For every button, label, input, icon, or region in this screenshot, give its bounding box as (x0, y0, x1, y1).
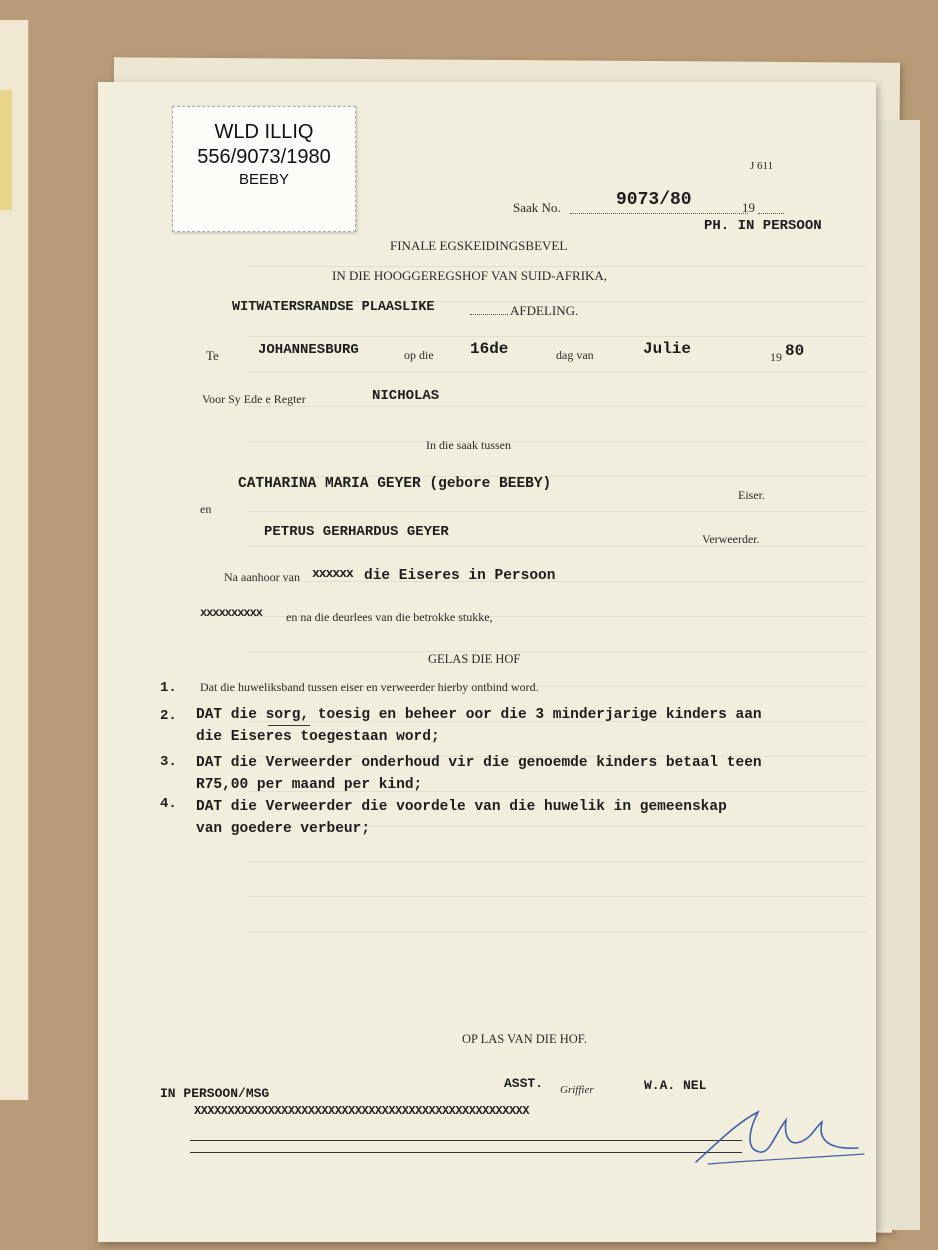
order-3-number: 3. (160, 754, 177, 770)
underline-sorg (268, 725, 310, 726)
order-2-text-line-1: DAT die sorg, toesig en beheer oor die 3 minderjarige kinders aan (196, 707, 762, 723)
case-year-line (758, 213, 784, 214)
registrar-label: Griffier (560, 1084, 594, 1096)
case-number-label: Saak No. (513, 200, 561, 215)
signature-scribble (688, 1102, 868, 1172)
folder-tab (0, 90, 12, 210)
footer-rule-2 (190, 1152, 742, 1153)
year-prefix: 19 (770, 350, 782, 364)
order-title: FINALE EGSKEIDINGSBEVEL (390, 238, 568, 253)
place-label: Te (206, 348, 219, 363)
court-orders-heading: GELAS DIE HOF (428, 652, 521, 666)
case-year-prefix: 19 (742, 200, 755, 215)
by-order-of-court: OP LAS VAN DIE HOF. (462, 1032, 587, 1046)
footer-struck-text: XXXXXXXXXXXXXXXXXXXXXXXXXXXXXXXXXXXXXXXXXXXXXXXXXX (194, 1104, 530, 1118)
between-label: In die saak tussen (426, 438, 511, 452)
case-number: 9073/80 (616, 190, 692, 210)
order-4-text-line-1: DAT die Verweerder die voordele van die huwelik in gemeenskap (196, 799, 727, 815)
order-4-number: 4. (160, 796, 177, 812)
defendant-label: Verweerder. (702, 532, 760, 546)
order-3-text-line-2: R75,00 per maand per kind; (196, 777, 423, 793)
order-1-text: Dat die huweliksband tussen eiser en verweerder hierby ontbind word. (200, 680, 539, 694)
case-number-line (570, 213, 748, 214)
defendant-name: PETRUS GERHARDUS GEYER (264, 524, 449, 540)
order-1-number: 1. (160, 680, 177, 696)
on-the-label: op die (404, 348, 434, 362)
division-line (470, 314, 508, 315)
form-code: J 611 (750, 160, 774, 172)
case-label-sticker (172, 106, 356, 232)
after-hearing-label: Na aanhoor van (224, 570, 300, 584)
and-label: en (200, 502, 212, 516)
sticker-line-1: WLD ILLIQ (214, 121, 314, 143)
day-of-label: dag van (556, 348, 594, 362)
struck-text-2: xxxxxxxxxx (200, 606, 263, 620)
assistant-label: ASST. (504, 1076, 544, 1091)
month: Julie (643, 340, 692, 358)
division-label: AFDELING. (510, 303, 579, 318)
place: JOHANNESBURG (258, 342, 359, 358)
struck-text: xxxxxx (312, 566, 353, 581)
sticker-line-3: BEEBY (238, 171, 290, 188)
ph-note: PH. IN PERSOON (704, 218, 822, 234)
day: 16de (470, 340, 509, 358)
registrar-name: W.A. NEL (644, 1078, 707, 1093)
plaintiff-label: Eiser. (738, 488, 765, 502)
order-3-text-line-1: DAT die Verweerder onderhoud vir die genoemde kinders betaal teen (196, 755, 762, 771)
court-name: IN DIE HOOGGEREGSHOF VAN SUID-AFRIKA, (332, 268, 608, 283)
sticker-line-2: 556/9073/1980 (197, 146, 331, 168)
division-name: WITWATERSRANDSE PLAASLIKE (232, 300, 435, 315)
perusal-text: en na die deurlees van die betrokke stukke, (286, 610, 493, 624)
judge-label: Voor Sy Ede e Regter (202, 392, 306, 406)
order-4-text-line-2: van goedere verbeur; (196, 821, 371, 837)
order-2-text-line-2: die Eiseres toegestaan word; (196, 729, 440, 745)
divorce-order-document (98, 82, 876, 1242)
in-person-note: IN PERSOON/MSG (160, 1086, 270, 1101)
year: 80 (785, 342, 805, 360)
judge-name: NICHOLAS (372, 388, 440, 404)
plaintiff-name: CATHARINA MARIA GEYER (gebore BEEBY) (238, 476, 552, 492)
footer-rule-1 (190, 1140, 742, 1141)
hearing-party: die Eiseres in Persoon (364, 568, 556, 584)
order-2-number: 2. (160, 708, 177, 724)
